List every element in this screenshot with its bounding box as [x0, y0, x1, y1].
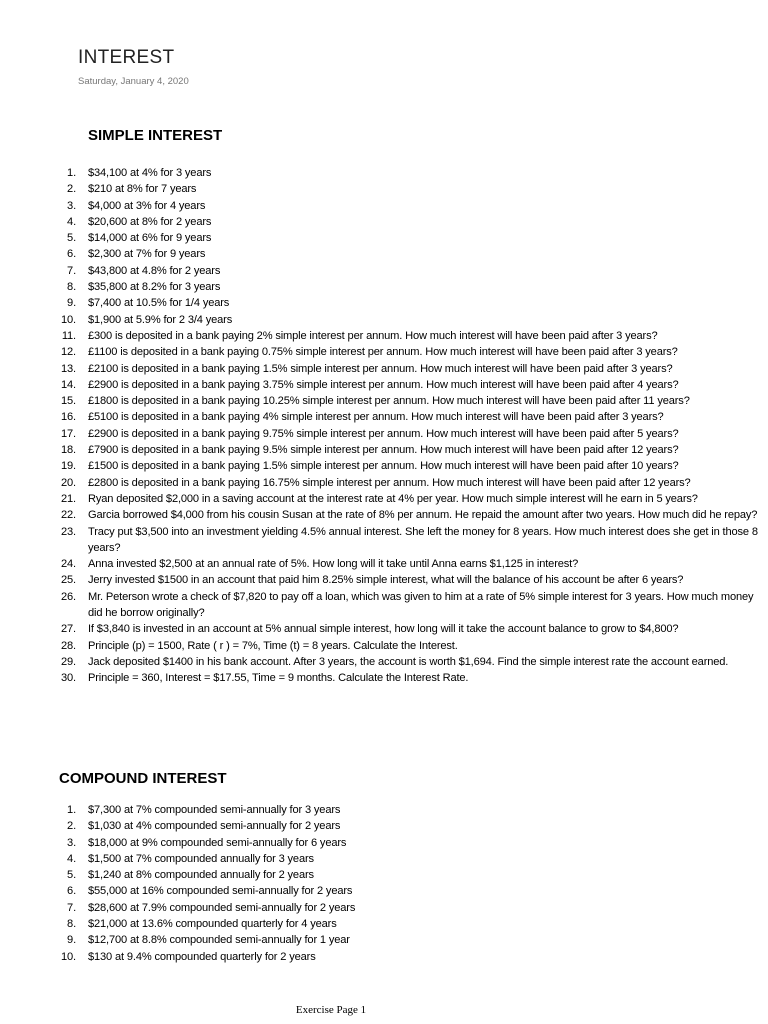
- list-item: [0, 442, 768, 458]
- list-item: [0, 214, 768, 230]
- list-item-number: 1.: [67, 167, 76, 179]
- list-item-number: 28.: [61, 639, 76, 652]
- list-item-number: 12.: [61, 346, 76, 359]
- list-item: [0, 295, 768, 311]
- list-item: [0, 230, 768, 246]
- list-item: [0, 361, 768, 377]
- list-item-text: $210 at 8% for 7 years: [88, 183, 197, 196]
- list-item-number: 30.: [61, 672, 76, 685]
- list-item-number: 19.: [61, 460, 76, 473]
- list-item-text: $43,800 at 4.8% for 2 years: [88, 264, 221, 277]
- list-item: [0, 589, 768, 622]
- list-item-text: $1,030 at 4% compounded semi-annually for 2 years: [88, 820, 341, 833]
- list-item: [0, 835, 768, 851]
- list-item-text: £2900 is deposited in a bank paying 9.75% simple interest per annum. How much interest will have been paid after 5 years?: [88, 427, 679, 440]
- simple-interest-list: [0, 165, 768, 687]
- list-item-number: 9.: [67, 297, 76, 310]
- list-item: [0, 181, 768, 197]
- page-title: INTEREST: [78, 47, 175, 68]
- list-item: [0, 328, 768, 344]
- list-item-number: 21.: [61, 492, 76, 505]
- list-item-text: Principle (p) = 1500, Rate ( r ) = 7%, Time (t) = 8 years. Calculate the Interest.: [88, 639, 458, 652]
- list-item: [0, 932, 768, 948]
- list-item-number: 4.: [67, 852, 76, 865]
- list-item-text: $21,000 at 13.6% compounded quarterly for 4 years: [88, 918, 337, 931]
- list-item: [0, 916, 768, 932]
- list-item-text: Tracy put $3,500 into an investment yielding 4.5% annual interest. She left the money for 8 years. How much interest does she get in those 8 years?: [88, 525, 758, 554]
- list-item: [0, 867, 768, 883]
- list-item: [0, 377, 768, 393]
- list-item-text: $2,300 at 7% for 9 years: [88, 248, 206, 261]
- list-item-text: £5100 is deposited in a bank paying 4% simple interest per annum. How much interest will have been paid after 3 years?: [88, 411, 664, 424]
- list-item-number: 8.: [67, 281, 76, 294]
- list-item: [0, 654, 768, 670]
- list-item: [0, 165, 768, 181]
- list-item-text: Jerry invested $1500 in an account that paid him 8.25% simple interest, what will the balance of his account be after 6 years?: [88, 574, 684, 587]
- list-item-text: $4,000 at 3% for 4 years: [88, 199, 206, 212]
- list-item-text: $35,800 at 8.2% for 3 years: [88, 281, 221, 294]
- list-item: [0, 851, 768, 867]
- list-item-text: $1,500 at 7% compounded annually for 3 years: [88, 852, 314, 865]
- list-item-text: $34,100 at 4% for 3 years: [88, 167, 212, 179]
- list-item: [0, 198, 768, 214]
- list-item-number: 10.: [61, 950, 76, 963]
- list-item-text: Ryan deposited $2,000 in a saving account at the interest rate at 4% per year. How much simple interest will he earn in 5 years?: [88, 492, 698, 505]
- list-item: [0, 409, 768, 425]
- list-item: [0, 818, 768, 834]
- list-item: [0, 393, 768, 409]
- list-item-text: £1100 is deposited in a bank paying 0.75% simple interest per annum. How much interest will have been paid after 3 years?: [88, 346, 678, 359]
- list-item-number: 1.: [67, 804, 76, 816]
- list-item-text: Anna invested $2,500 at an annual rate of 5%. How long will it take until Anna earns $1,125 in interest?: [88, 558, 579, 571]
- list-item: [0, 475, 768, 491]
- list-item-number: 29.: [61, 655, 76, 668]
- list-item-text: $7,300 at 7% compounded semi-annually for 3 years: [88, 804, 341, 816]
- list-item-text: £1500 is deposited in a bank paying 1.5% simple interest per annum. How much interest will have been paid after 10 years?: [88, 460, 679, 473]
- list-item-number: 2.: [67, 820, 76, 833]
- list-item-number: 2.: [67, 183, 76, 196]
- list-item-number: 9.: [67, 934, 76, 947]
- list-item-number: 10.: [61, 313, 76, 326]
- list-item-number: 5.: [67, 232, 76, 245]
- list-item: [0, 491, 768, 507]
- list-item-number: 26.: [61, 590, 76, 603]
- list-item-number: 20.: [61, 476, 76, 489]
- list-item-text: Jack deposited $1400 in his bank account. After 3 years, the account is worth $1,694. Find the simple interest rate the account earned.: [88, 655, 729, 668]
- list-item-number: 5.: [67, 869, 76, 882]
- list-item: [0, 572, 768, 588]
- list-item-text: $1,900 at 5.9% for 2 3/4 years: [88, 313, 233, 326]
- list-item: [0, 263, 768, 279]
- list-item: [0, 883, 768, 899]
- list-item-text: $18,000 at 9% compounded semi-annually for 6 years: [88, 836, 347, 849]
- list-item: [0, 621, 768, 637]
- list-item: [0, 900, 768, 916]
- list-item: [0, 458, 768, 474]
- list-item: [0, 426, 768, 442]
- compound-interest-heading: COMPOUND INTEREST: [59, 770, 227, 787]
- list-item-number: 7.: [67, 901, 76, 914]
- list-item: [0, 279, 768, 295]
- list-item-text: $20,600 at 8% for 2 years: [88, 215, 212, 228]
- list-item-text: If $3,840 is invested in an account at 5% annual simple interest, how long will it take the account balance to grow to $4,800?: [88, 623, 679, 636]
- list-item-number: 6.: [67, 248, 76, 261]
- list-item-text: $7,400 at 10.5% for 1/4 years: [88, 297, 230, 310]
- list-item-number: 15.: [61, 395, 76, 408]
- list-item-number: 6.: [67, 885, 76, 898]
- list-item-text: $14,000 at 6% for 9 years: [88, 232, 212, 245]
- list-item-text: $55,000 at 16% compounded semi-annually for 2 years: [88, 885, 353, 898]
- list-item-text: $130 at 9.4% compounded quarterly for 2 years: [88, 950, 316, 963]
- list-item-number: 8.: [67, 918, 76, 931]
- page-date: Saturday, January 4, 2020: [78, 76, 189, 87]
- list-item: [0, 638, 768, 654]
- list-item-number: 3.: [67, 199, 76, 212]
- list-item-number: 22.: [61, 509, 76, 522]
- list-item-text: $28,600 at 7.9% compounded semi-annually for 2 years: [88, 901, 356, 914]
- list-item-number: 16.: [61, 411, 76, 424]
- page-footer: Exercise Page 1: [295, 1004, 367, 1016]
- compound-interest-list: [0, 802, 768, 965]
- list-item-text: £300 is deposited in a bank paying 2% simple interest per annum. How much interest will have been paid after 3 years?: [88, 329, 658, 342]
- list-item-number: 18.: [61, 444, 76, 457]
- list-item: [0, 312, 768, 328]
- list-item-number: 25.: [61, 574, 76, 587]
- simple-interest-heading: SIMPLE INTEREST: [88, 127, 223, 144]
- list-item-text: £1800 is deposited in a bank paying 10.25% simple interest per annum. How much interest will have been paid after 11 years?: [88, 395, 690, 408]
- list-item-number: 24.: [61, 558, 76, 571]
- list-item-number: 23.: [61, 525, 76, 538]
- list-item-text: £2900 is deposited in a bank paying 3.75% simple interest per annum. How much interest will have been paid after 4 years?: [88, 378, 679, 391]
- list-item: [0, 344, 768, 360]
- list-item: [0, 246, 768, 262]
- list-item-text: Principle = 360, Interest = $17.55, Time = 9 months. Calculate the Interest Rate.: [88, 672, 469, 685]
- list-item-text: £7900 is deposited in a bank paying 9.5% simple interest per annum. How much interest will have been paid after 12 years?: [88, 444, 679, 457]
- list-item-number: 14.: [61, 378, 76, 391]
- list-item-number: 7.: [67, 264, 76, 277]
- list-item: [0, 556, 768, 572]
- list-item-text: Garcia borrowed $4,000 from his cousin Susan at the rate of 8% per annum. He repaid the amount after two years. How much did he repay?: [88, 509, 758, 522]
- list-item-text: Mr. Peterson wrote a check of $7,820 to pay off a loan, which was given to him at a rate of 5% simple interest for 3 years. How much money did he borrow originally?: [88, 590, 754, 620]
- list-item-text: $1,240 at 8% compounded annually for 2 years: [88, 869, 314, 882]
- list-item-number: 13.: [61, 362, 76, 375]
- list-item-number: 3.: [67, 836, 76, 849]
- list-item-text: $12,700 at 8.8% compounded semi-annually for 1 year: [88, 934, 350, 947]
- list-item-number: 4.: [67, 215, 76, 228]
- list-item: [0, 802, 768, 818]
- list-item-number: 11.: [61, 329, 76, 342]
- list-item: [0, 949, 768, 965]
- list-item: [0, 670, 768, 686]
- list-item: [0, 524, 768, 557]
- list-item-text: £2100 is deposited in a bank paying 1.5% simple interest per annum. How much interest will have been paid after 3 years?: [88, 362, 673, 375]
- list-item-number: 27.: [61, 623, 76, 636]
- list-item: [0, 507, 768, 523]
- list-item-text: £2800 is deposited in a bank paying 16.75% simple interest per annum. How much interest will have been paid after 12 years?: [88, 476, 691, 489]
- list-item-number: 17.: [61, 427, 76, 440]
